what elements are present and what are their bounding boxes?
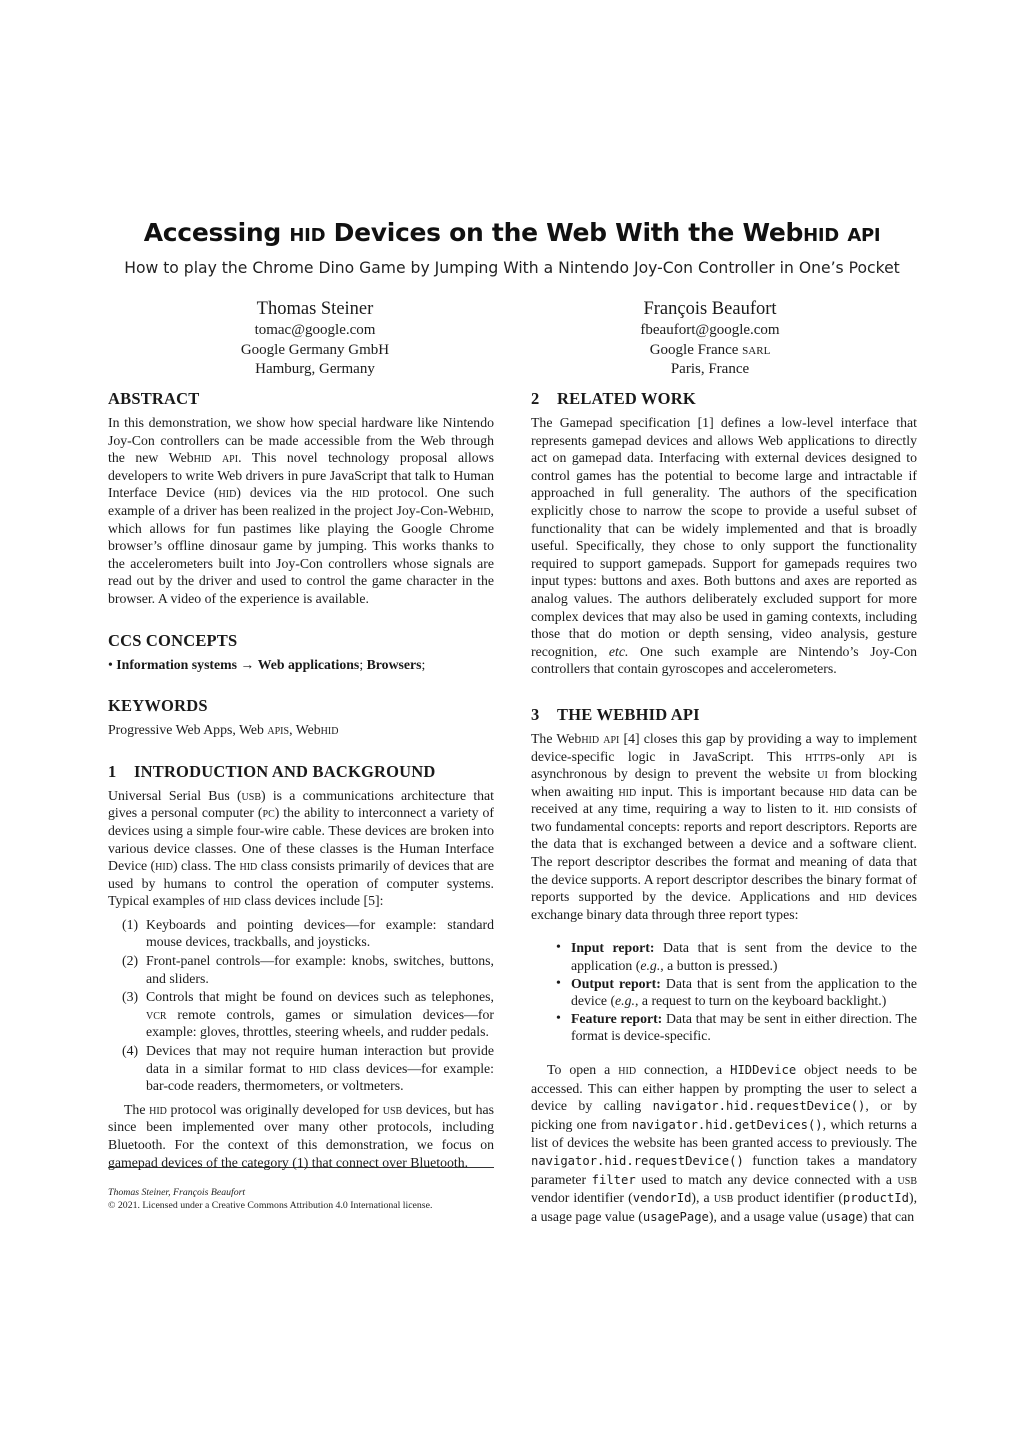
footnote-divider	[108, 1167, 494, 1168]
author-affiliation: Google Germany GmbH	[240, 341, 390, 358]
right-column	[531, 388, 917, 1226]
ccs-concepts: • Information systems → Web applications; Browsers;	[108, 656, 426, 672]
list-item: • Output report: Data that is sent from the application to the device (e.g., a request to turn on the keyboard backlight.)	[556, 975, 917, 1009]
author-name: François Beaufort	[643, 299, 777, 319]
list-item: • Feature report: Data that may be sent in either direction. The format is device-specific.	[556, 1010, 917, 1044]
intro-paragraph-1: Universal Serial Bus (usb) is a communications architecture that gives a personal computer (pc) the ability to interconnect a variety of devices using a simple four-wire cable. These devices are broken into various device classes. One of these classes is the Human Interface Device (hid) class. The hid class consists primarily of devices that are used by humans to control the operation of computer systems. Typical examples of hid class devices include [5]:	[108, 787, 495, 909]
author-name: Thomas Steiner	[256, 299, 374, 319]
intro-heading: 1 INTRODUCTION AND BACKGROUND	[108, 761, 436, 781]
footnote-authors: Thomas Steiner, François Beaufort	[108, 1187, 246, 1198]
footnote	[108, 1186, 508, 1212]
author-email: fbeaufort@google.com	[640, 322, 780, 338]
author-block-1	[105, 298, 525, 380]
abstract-heading: ABSTRACT	[108, 389, 200, 408]
list-item: (3) Controls that might be found on devices such as telephones, vcr remote controls, games or simulation devices—for example: gloves, throttles, steering wheels, and rudder pedals.	[122, 989, 494, 1040]
webhid-paragraph-2: To open a hid connection, a HIDDevice object needs to be accessed. This can either happen by prompting the user to select a device by calling navigator.hid.requestDevice(), or by picking one from navigator.hid.getDevices(), which returns a list of devices the website has been granted access to previously. The navigator.hid.requestDevice() function takes a mandatory parameter filter used to match any device connected with a usb vendor identifier (vendorId), a usb product identifier (productId), a usage page value (usagePage), and a usage value (usage) that can	[531, 1062, 918, 1224]
related-heading: 2 RELATED WORK	[531, 389, 696, 408]
author-location: Paris, France	[670, 361, 750, 377]
left-column	[108, 388, 494, 1171]
webhid-paragraph-1: The Webhid api [4] closes this gap by providing a way to implement device-specific logic in JavaScript. This https-only api is asynchronous by design to prevent the website ui from blocking when awaiting hid input. This is important because hid data can be received at any time, requiring a way to listen to it. hid consists of two fundamental concepts: reports and report descriptors. Reports are the data that is exchanged between a device and a software client. The report descriptor describes the format and meaning of data that the device supports. A report descriptor describes the binary format of reports supported by the device. Applications and hid devices exchange binary data through three report types:	[531, 730, 918, 922]
list-item: (1) Keyboards and pointing devices—for example: standard mouse devices, trackballs, and joysticks.	[122, 916, 494, 950]
author-affiliation: Google France sarl	[649, 341, 771, 358]
keywords-heading: KEYWORDS	[108, 696, 208, 716]
list-item: • Input report: Data that is sent from the device to the application (e.g., a button is pressed.)	[556, 940, 917, 974]
ccs-heading: CCS CONCEPTS	[108, 630, 238, 650]
author-block-2	[500, 298, 920, 380]
footnote-license: © 2021. Licensed under a Creative Commons Attribution 4.0 International license.	[108, 1200, 433, 1211]
webhid-heading: 3 THE WEBHID API	[531, 704, 700, 724]
report-type-list	[531, 939, 917, 1045]
list-item: (2) Front-panel controls—for example: knobs, switches, buttons, and sliders.	[122, 953, 494, 986]
author-email: tomac@google.com	[254, 322, 376, 338]
keywords-text: Progressive Web Apps, Web apis, Webhid	[108, 722, 339, 738]
abstract-text: In this demonstration, we show how special hardware like Nintendo Joy-Con controllers can be made accessible from the Web through the new Webhid api. This novel technology proposal allows developers to write Web drivers in pure JavaScript that talk to Human Interface Device (hid) devices via the hid protocol. One such example of a driver has been realized in the project Joy-Con-Webhid, which allows for fun pastimes like playing the Google Chrome browser’s offline dinosaur game by jumping. This works thanks to the accelerometers built into Joy-Con controllers whose signals are read out by the driver and used to control the game character in the browser. A video of the experience is available.	[108, 415, 494, 606]
related-paragraph: The Gamepad specification [1] defines a low-level interface that represents gamepad devices and allows Web applications to directly act on gamepad data. Interfacing with external devices designed to control games has the potential to become large and intractable if approached in full generality. The authors of the specification explicitly chose to narrow the scope to provide a useful subset of functionality that can be widely implemented and that is broadly useful. Specifically, they chose to only support the functionality required to support gamepads. Support for gamepads requires two input types: buttons and axes. Both buttons and axes are reported as analog values. The authors deliberately excluded support for more complex devices that may also be used in gaming contexts, including those that do motion or depth sensing, video analysis, gesture recognition, etc. One such example are Nintendo’s Joy-Con controllers that contain gyroscopes and accelerometers.	[531, 415, 917, 677]
list-item: (4) Devices that may not require human interaction but provide data in a similar format to hid class devices—for example: bar-code readers, thermometers, or voltmeters.	[122, 1043, 494, 1094]
author-location: Hamburg, Germany	[255, 361, 375, 377]
paper-subtitle: How to play the Chrome Dino Game by Jumping With a Nintendo Joy-Con Controller in One’s Pocket	[124, 259, 900, 277]
paper-title: Accessing hid Devices on the Web With the Webhid api	[143, 218, 881, 247]
hid-device-list	[108, 916, 494, 1095]
intro-paragraph-2: The hid protocol was originally developed for usb devices, but has since been implemented over many other protocols, including Bluetooth. For the context of this demonstration, we focus on gamepad devices of the category (1) that connect over Bluetooth.	[108, 1101, 494, 1170]
